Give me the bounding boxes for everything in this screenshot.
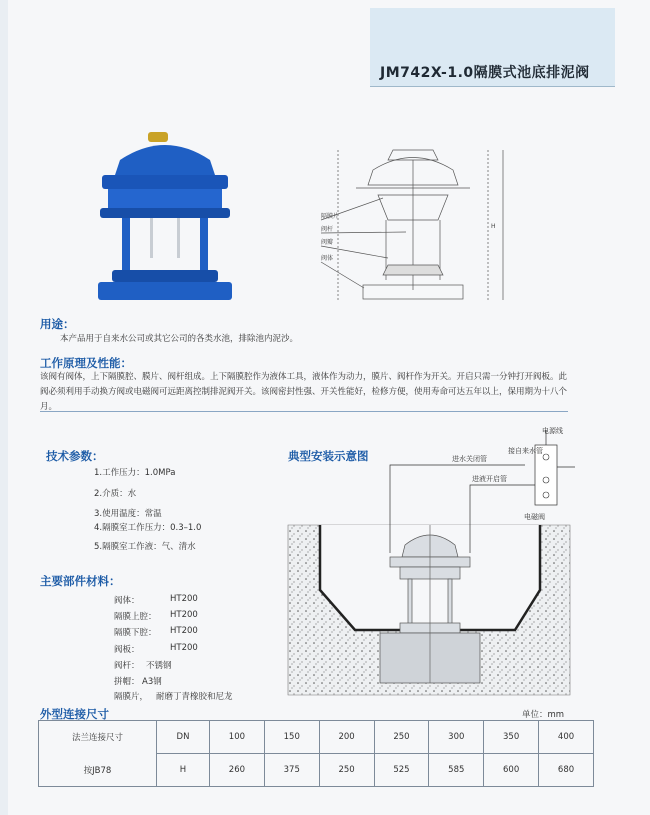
material-value: HT200 [170,643,198,653]
label-solenoid-valve: 电磁阀 [524,513,545,521]
tech-param-item: 2.介质：水 [94,489,137,499]
drawing-label-diaphragm: 隔膜片 [321,213,340,220]
table-row [39,721,594,754]
material-name: 隔膜片， [114,692,149,702]
table-header-h: H [157,754,210,787]
dimension-table [38,720,594,787]
label-inlet-close-pipe: 进水关闭管 [452,455,487,463]
tech-param-item: 1.工作压力：1.0MPa [94,468,176,478]
material-name: 隔膜下腔： [114,628,157,638]
table-row-label: 法兰连接尺寸 [39,721,157,754]
table-row-label: 按JB78 [39,754,157,787]
valve-photo [90,130,240,305]
table-cell: 680 [539,754,594,787]
table-cell: 300 [429,721,484,754]
principle-text: 该阀有阀体，上下隔膜腔、膜片、阀杆组成。上下隔膜腔作为液体工具，液体作为动力，膜片、阀杆作为开关。开启只需一分钟打开阀板。此阀必须利用手动换方阀或电磁阀可远距离控制排泥阀开关。该阀密封性强、开关性能好，检修方便，使用寿命可达五年以上，保用期为十八个月。 [40,372,568,412]
label-inlet-open-pipe: 进液开启管 [472,475,507,483]
table-cell: 250 [319,754,374,787]
install-heading: 典型安装示意图 [288,449,369,463]
install-diagram [280,425,595,697]
table-row [39,754,594,787]
tech-params-heading: 技术参数： [46,449,104,463]
material-name: 阀杆： [114,661,140,671]
table-cell: 150 [264,721,319,754]
drawing-dimension-h: H [491,223,496,230]
table-cell: 525 [374,754,429,787]
table-header-dn: DN [157,721,210,754]
material-value: HT200 [170,610,198,620]
section-divider [40,411,568,412]
table-cell: 400 [539,721,594,754]
material-name: 阀体： [114,596,140,606]
valve-section-drawing [318,140,508,310]
table-cell: 100 [210,721,265,754]
table-cell: 375 [264,754,319,787]
drawing-label-body: 阀体 [321,255,334,262]
tech-param-item: 4.隔膜室工作压力：0.3–1.0 [94,523,202,533]
table-cell: 250 [374,721,429,754]
table-cell: 350 [484,721,539,754]
label-tap-water-pipe: 接自来水管 [508,447,543,455]
drawing-label-disc: 阀瓣 [321,239,334,246]
material-name: 隔膜上腔： [114,612,157,622]
material-value: 耐磨丁青橡胶和尼龙 [156,692,233,702]
table-cell: 260 [210,754,265,787]
material-value: A3钢 [142,677,162,687]
tech-param-item: 3.使用温度：常温 [94,509,162,519]
table-cell: 600 [484,754,539,787]
material-name: 阀板： [114,645,140,655]
material-name: 拼帽： [114,677,140,687]
label-power-line: 电源线 [542,427,563,435]
usage-heading: 用途： [40,317,75,331]
tech-param-item: 5.隔膜室工作液：气、清水 [94,542,196,552]
unit-label: 单位：mm [522,710,565,720]
page-title: JM742X-1.0隔膜式池底排泥阀 [380,65,590,81]
dimensions-heading: 外型连接尺寸 [40,707,109,721]
table-cell: 585 [429,754,484,787]
material-value: 不锈钢 [146,661,172,671]
usage-text: 本产品用于自来水公司或其它公司的各类水池，排除池内泥沙。 [60,334,299,344]
table-cell: 200 [319,721,374,754]
drawing-label-stem: 阀杆 [321,226,334,233]
material-value: HT200 [170,594,198,604]
materials-heading: 主要部件材料： [40,574,121,588]
left-margin-stripe [0,0,8,815]
principle-heading: 工作原理及性能： [40,356,132,370]
material-value: HT200 [170,626,198,636]
